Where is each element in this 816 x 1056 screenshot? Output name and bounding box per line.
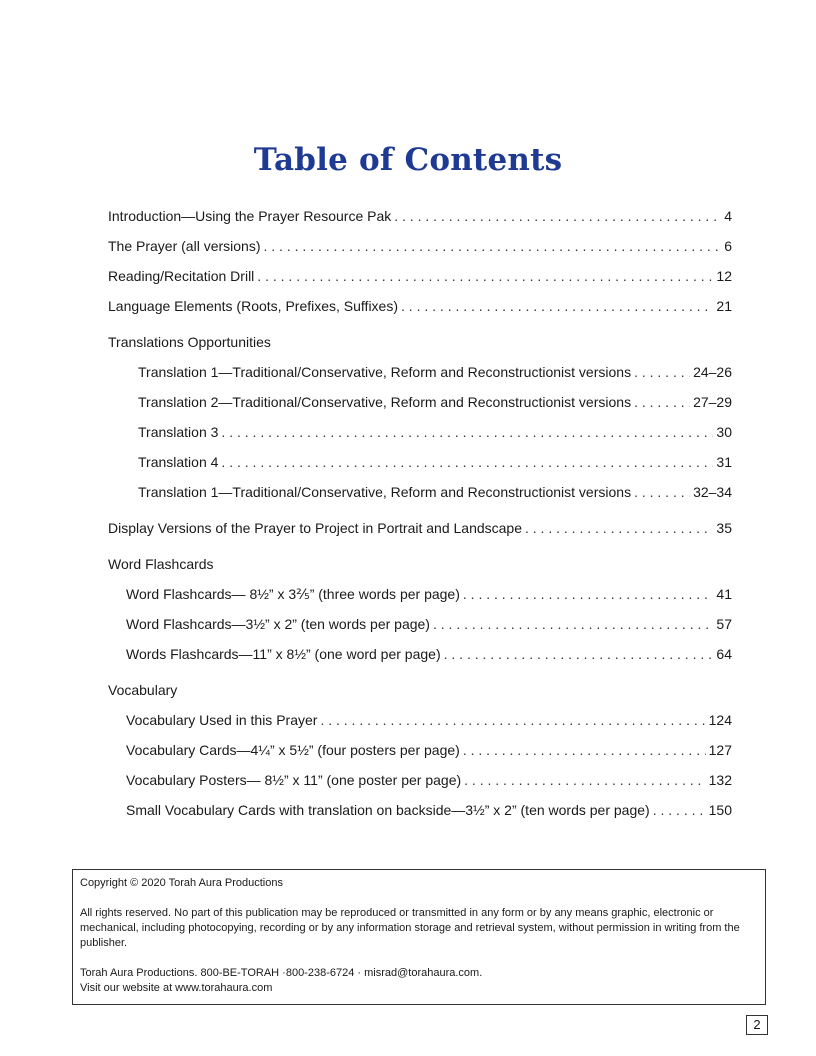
toc-entry-page: 21 [716,298,732,314]
leader-dots [433,615,713,633]
toc-entry-page: 31 [716,454,732,470]
toc-entry-page: 24–26 [693,364,732,380]
spacer [80,891,758,906]
leader-dots [320,711,705,729]
toc-entry-label: Word Flashcards— 8½” x 3⅖” (three words per page) [126,586,460,602]
toc-entry-label: Reading/Recitation Drill [108,268,255,284]
leader-dots [653,801,706,819]
toc-entry-page: 127 [708,742,732,758]
leader-dots [525,519,713,537]
toc-entry [108,207,732,225]
leader-dots [634,483,690,501]
toc-entry [126,711,732,729]
leader-dots [221,453,713,471]
leader-dots [221,423,713,441]
section-heading-flashcards: Word Flashcards [108,556,214,572]
toc-entry-label: Display Versions of the Prayer to Project in Portrait and Landscape [108,520,522,536]
toc-entry [126,585,732,603]
toc-entry-label: Vocabulary Used in this Prayer [126,712,318,728]
leader-dots [401,297,713,315]
toc-entry-label: Introduction—Using the Prayer Resource Pak [108,208,392,224]
toc-entry-label: Vocabulary Cards—4¼” x 5½” (four posters per page) [126,742,460,758]
toc-entry [138,393,732,411]
toc-entry [138,363,732,381]
toc-entry [138,483,732,501]
copyright-box [72,869,766,1005]
toc-entry-page: 6 [724,238,732,254]
toc-entry-page: 64 [716,646,732,662]
toc-entry-label: Small Vocabulary Cards with translation on backside—3½” x 2” (ten words per page) [126,802,650,818]
toc-entry-label: Word Flashcards—3½” x 2” (ten words per page) [126,616,430,632]
toc-entry-page: 4 [724,208,732,224]
rights-statement: All rights reserved. No part of this publication may be reproduced or transmitted in any form or by any means graphic, electronic or mechanical, including photocopying, recording or by any information storage and retrieval system, without permission in writing from the publisher. [80,907,740,949]
toc-entry-page: 35 [716,520,732,536]
leader-dots [264,237,722,255]
toc-entry-label: The Prayer (all versions) [108,238,261,254]
toc-entry [126,801,732,819]
leader-dots [444,645,714,663]
toc-entry-page: 124 [708,712,732,728]
leader-dots [463,585,714,603]
toc-entry-label: Translation 3 [138,424,219,440]
page-title: Table of Contents [253,142,563,178]
spacer [80,951,758,966]
toc-entry [108,237,732,255]
toc-entry-label: Translation 4 [138,454,219,470]
leader-dots [394,207,721,225]
publisher-contact: Torah Aura Productions. 800-BE-TORAH ·800-238-6724 · misrad@torahaura.com. [80,967,483,979]
toc-entry-page: 41 [716,586,732,602]
toc-entry-page: 32–34 [693,484,732,500]
toc-entry [126,645,732,663]
publisher-website: Visit our website at www.torahaura.com [80,982,273,994]
toc-entry [126,615,732,633]
toc-entry-page: 150 [708,802,732,818]
toc-entry [108,297,732,315]
toc-entry [126,771,732,789]
toc-entry-page: 30 [716,424,732,440]
toc-entry-page: 132 [708,772,732,788]
toc-entry-label: Vocabulary Posters— 8½” x 11” (one poster per page) [126,772,462,788]
toc-entry [126,741,732,759]
toc-entry-page: 27–29 [693,394,732,410]
toc-entry-label: Translation 1—Traditional/Conservative, Reform and Reconstructionist versions [138,484,632,500]
toc-entry-label: Words Flashcards—11” x 8½” (one word per page) [126,646,441,662]
section-heading-translations: Translations Opportunities [108,334,271,350]
toc-entry-label: Language Elements (Roots, Prefixes, Suffixes) [108,298,399,314]
leader-dots [257,267,713,285]
leader-dots [463,741,706,759]
toc-entry [108,519,732,537]
toc-entry-page: 12 [716,268,732,284]
toc-entry-label: Translation 1—Traditional/Conservative, Reform and Reconstructionist versions [138,364,632,380]
toc-entry-label: Translation 2—Traditional/Conservative, Reform and Reconstructionist versions [138,394,632,410]
leader-dots [634,363,690,381]
toc-entry-page: 57 [716,616,732,632]
toc-entry [138,453,732,471]
section-heading-vocabulary: Vocabulary [108,682,178,698]
leader-dots [464,771,706,789]
toc-entry [108,267,732,285]
leader-dots [634,393,690,411]
page-number: 2 [746,1015,768,1035]
toc-entry [138,423,732,441]
copyright-line: Copyright © 2020 Torah Aura Productions [80,877,283,889]
